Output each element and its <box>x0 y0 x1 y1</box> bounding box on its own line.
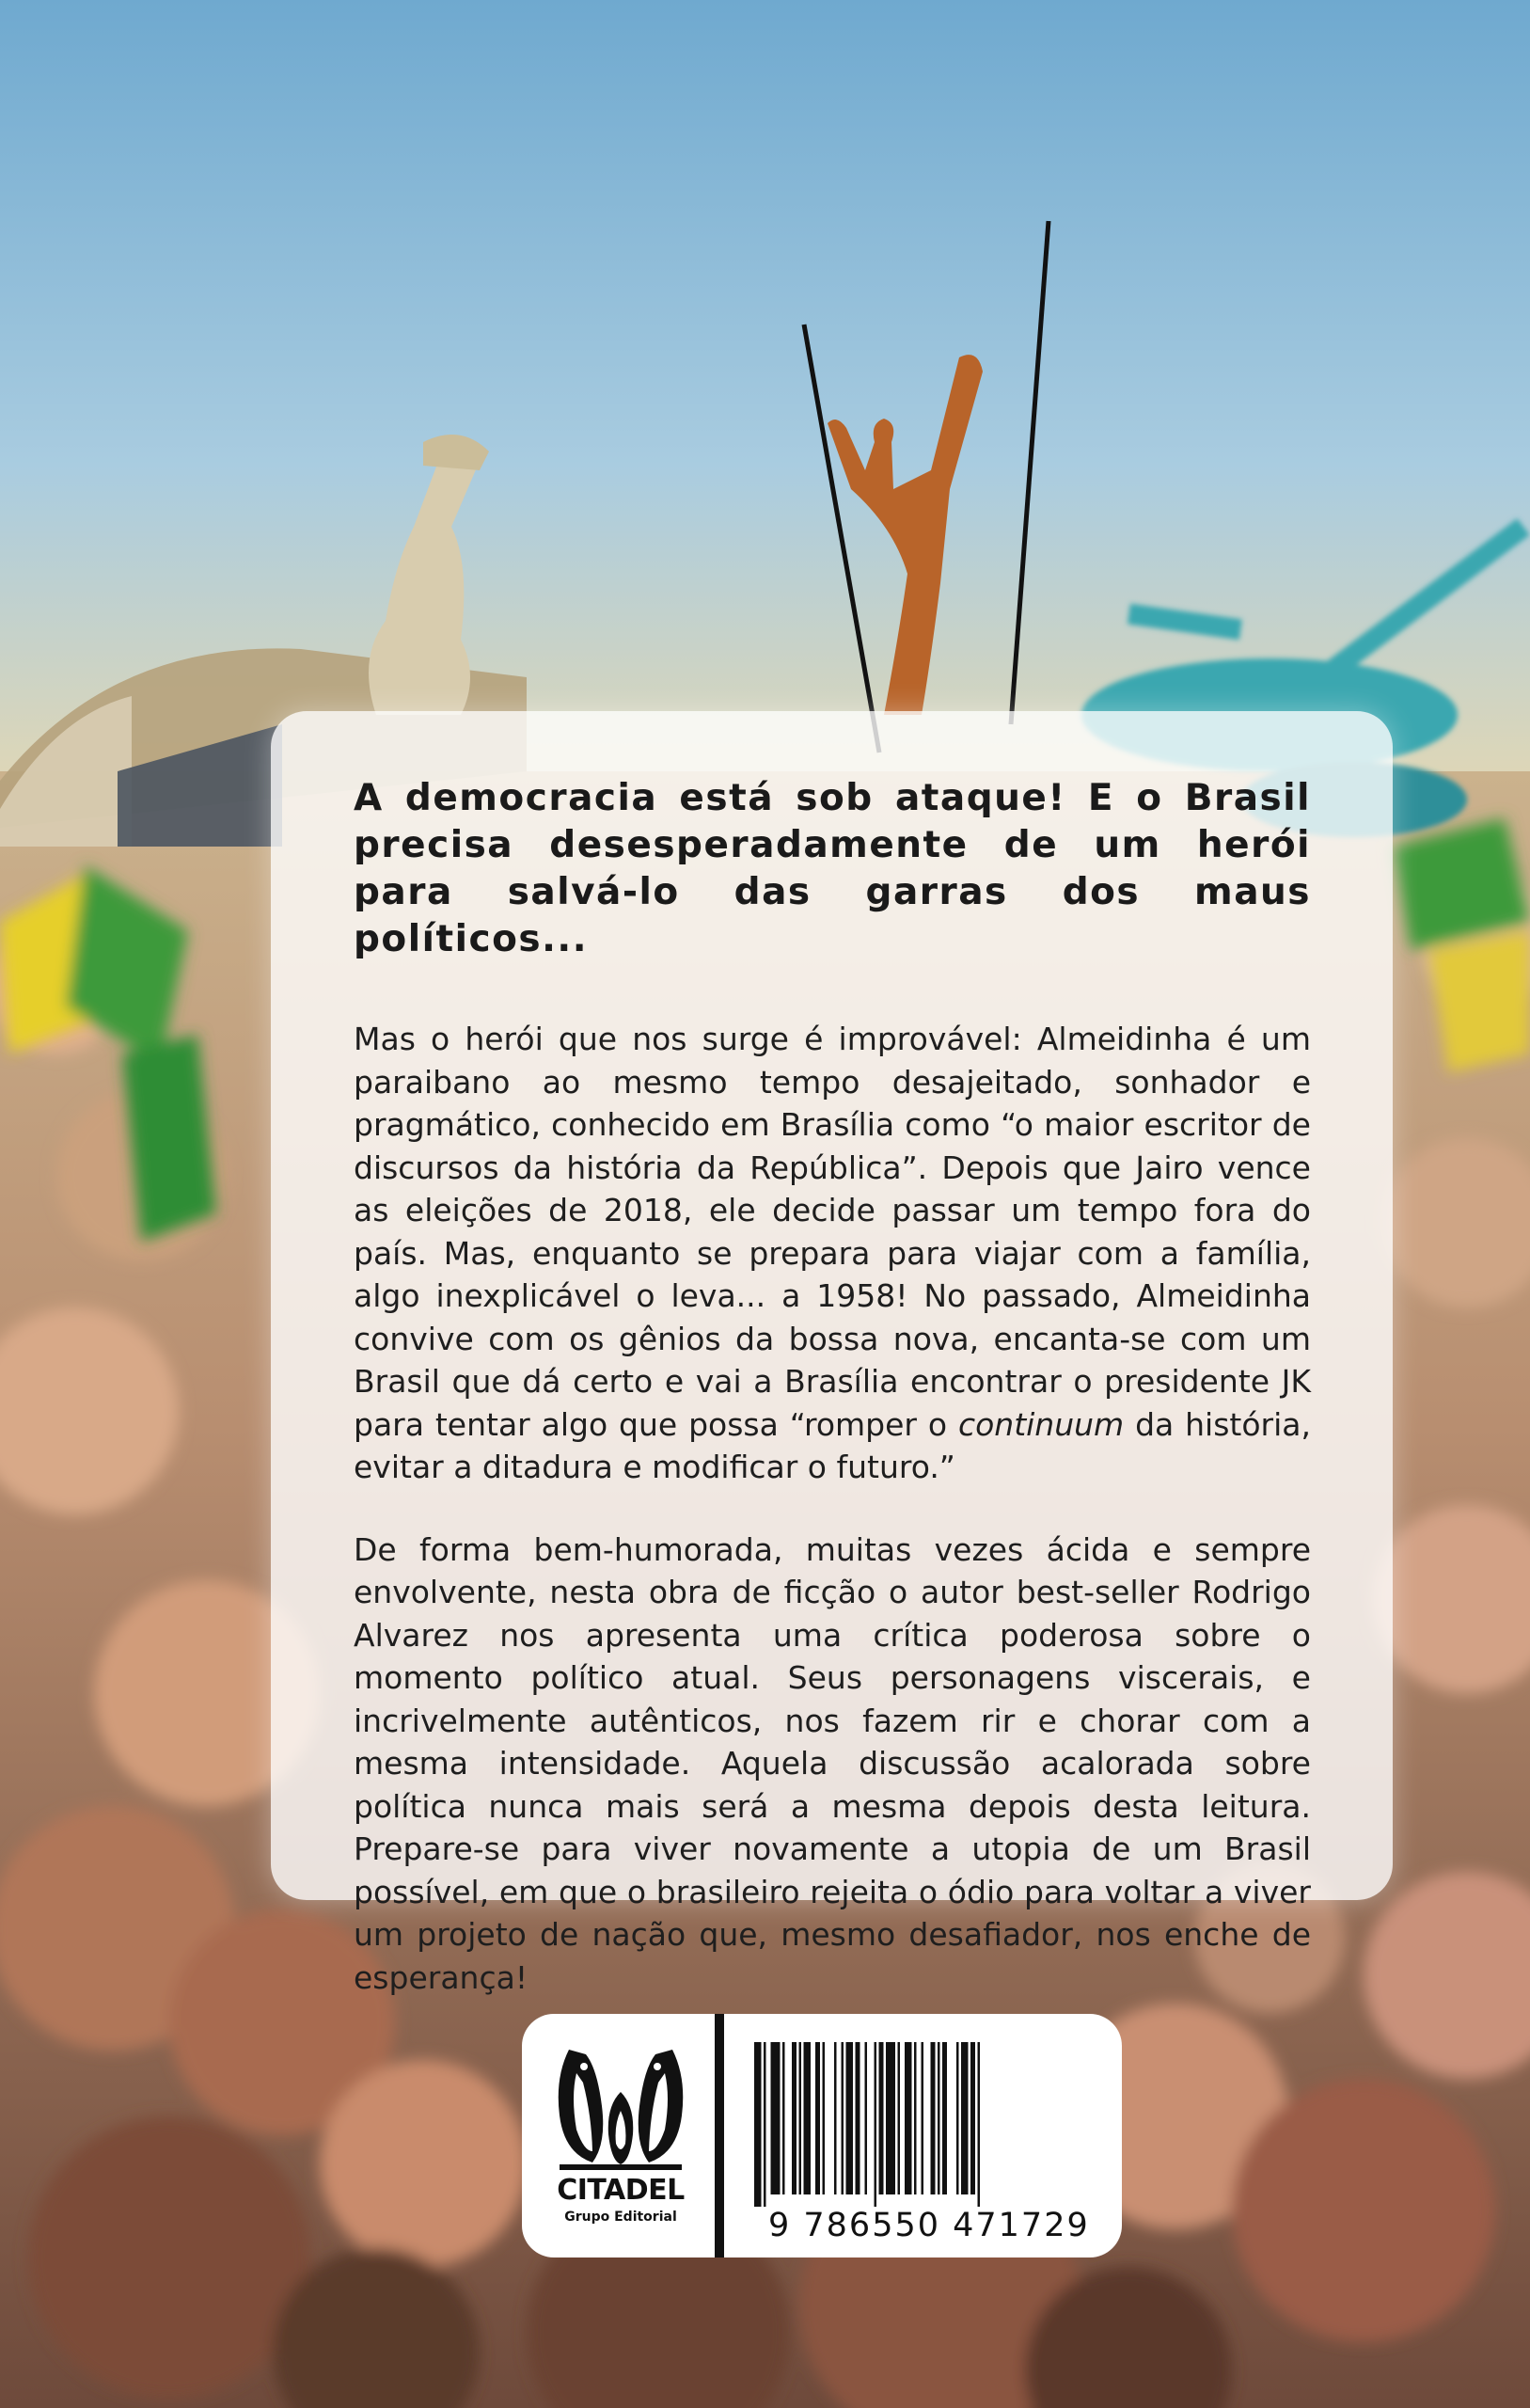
barcode-bar <box>956 2042 959 2194</box>
barcode-bar <box>879 2042 884 2194</box>
publisher-name: CITADEL <box>557 2174 685 2207</box>
barcode-bar <box>846 2042 854 2194</box>
synopsis-paragraph-1 <box>354 1018 1311 1489</box>
barcode-bar <box>886 2042 895 2194</box>
barcode-bar <box>914 2042 917 2194</box>
barcode-bar <box>804 2042 812 2194</box>
paragraph-1-text: Mas o herói que nos surge é improvável: Almeidinha é um paraibano ao mesmo tempo desajeitado, sonhador e pragmático, conhecido em Brasília como “o maior escritor de discursos da história da República”. Depois que Jairo vence as eleições de 2018, ele decide passar um tempo fora do país. Mas, enquanto se prepara para viajar com a família, algo inexplicável o leva... a 1958! No passado, Almeidinha convive com os gênios da bossa nova, encanta-se com um Brasil que dá certo e vai a Brasília encontrar o presidente JK para tentar algo que possa “romper o <box>354 1021 1311 1443</box>
barcode-bar <box>842 2042 844 2194</box>
barcode-bar <box>922 2042 924 2194</box>
synopsis-paragraph-2: De forma bem-humorada, muitas vezes ácida e sempre envolvente, nesta obra de ficção o autor best-seller Rodrigo Alvarez nos apresenta uma crítica poderosa sobre o momento político atual. Seus personagens viscerais, e incrivelmente autênticos, nos fazem rir e chorar com a mesma intensidade. Aquela discussão acalorada sobre política nunca mais será a mesma depois desta leitura. Prepare-se para viver novamente a utopia de um Brasil possível, em que o brasileiro rejeita o ódio para voltar a viver um projeto de nação que, mesmo desafiador, nos enche de esperança! <box>354 1530 1311 1996</box>
barcode-bar <box>792 2042 797 2194</box>
barcode-bar <box>771 2042 781 2194</box>
barcode-bar <box>978 2042 981 2207</box>
barcode-bar <box>834 2042 837 2194</box>
barcode-bar <box>799 2042 802 2194</box>
barcode-bar <box>764 2042 766 2207</box>
card-divider <box>715 2014 724 2258</box>
paragraph-1-italic: continuum <box>957 1405 1125 1443</box>
synopsis-content <box>354 775 1311 1999</box>
barcode-bar <box>970 2042 975 2194</box>
publisher-logo <box>550 2040 691 2238</box>
barcode-bar <box>856 2042 860 2194</box>
paragraph-1-text-end: da história, evitar a ditadura e modificar o futuro.” <box>354 1405 1311 1485</box>
barcode-bar <box>865 2042 868 2194</box>
penguins-logo-icon <box>550 2040 691 2172</box>
barcode-bar <box>815 2042 820 2194</box>
isbn-digits: 9 786550 471729 <box>768 2207 1090 2244</box>
barcode-bar <box>823 2042 826 2194</box>
synopsis-panel <box>271 711 1393 1996</box>
barcode-bar <box>938 2042 940 2194</box>
publisher-barcode-card <box>522 2014 1122 2258</box>
barcode-bar <box>942 2042 947 2194</box>
barcode-bar <box>905 2042 912 2194</box>
barcode-bar <box>875 2042 877 2207</box>
barcode-bar <box>898 2042 901 2194</box>
barcode-icon <box>752 2042 1072 2207</box>
barcode-bar <box>961 2042 969 2194</box>
barcode-bar <box>931 2042 936 2194</box>
barcode-bar <box>782 2042 785 2194</box>
barcode-bar <box>754 2042 762 2207</box>
headline: A democracia está sob ataque! E o Brasil precisa desesperadamente de um herói para salvá-lo das garras dos maus políticos... <box>354 777 1311 960</box>
publisher-subtitle: Grupo Editorial <box>564 2210 677 2225</box>
